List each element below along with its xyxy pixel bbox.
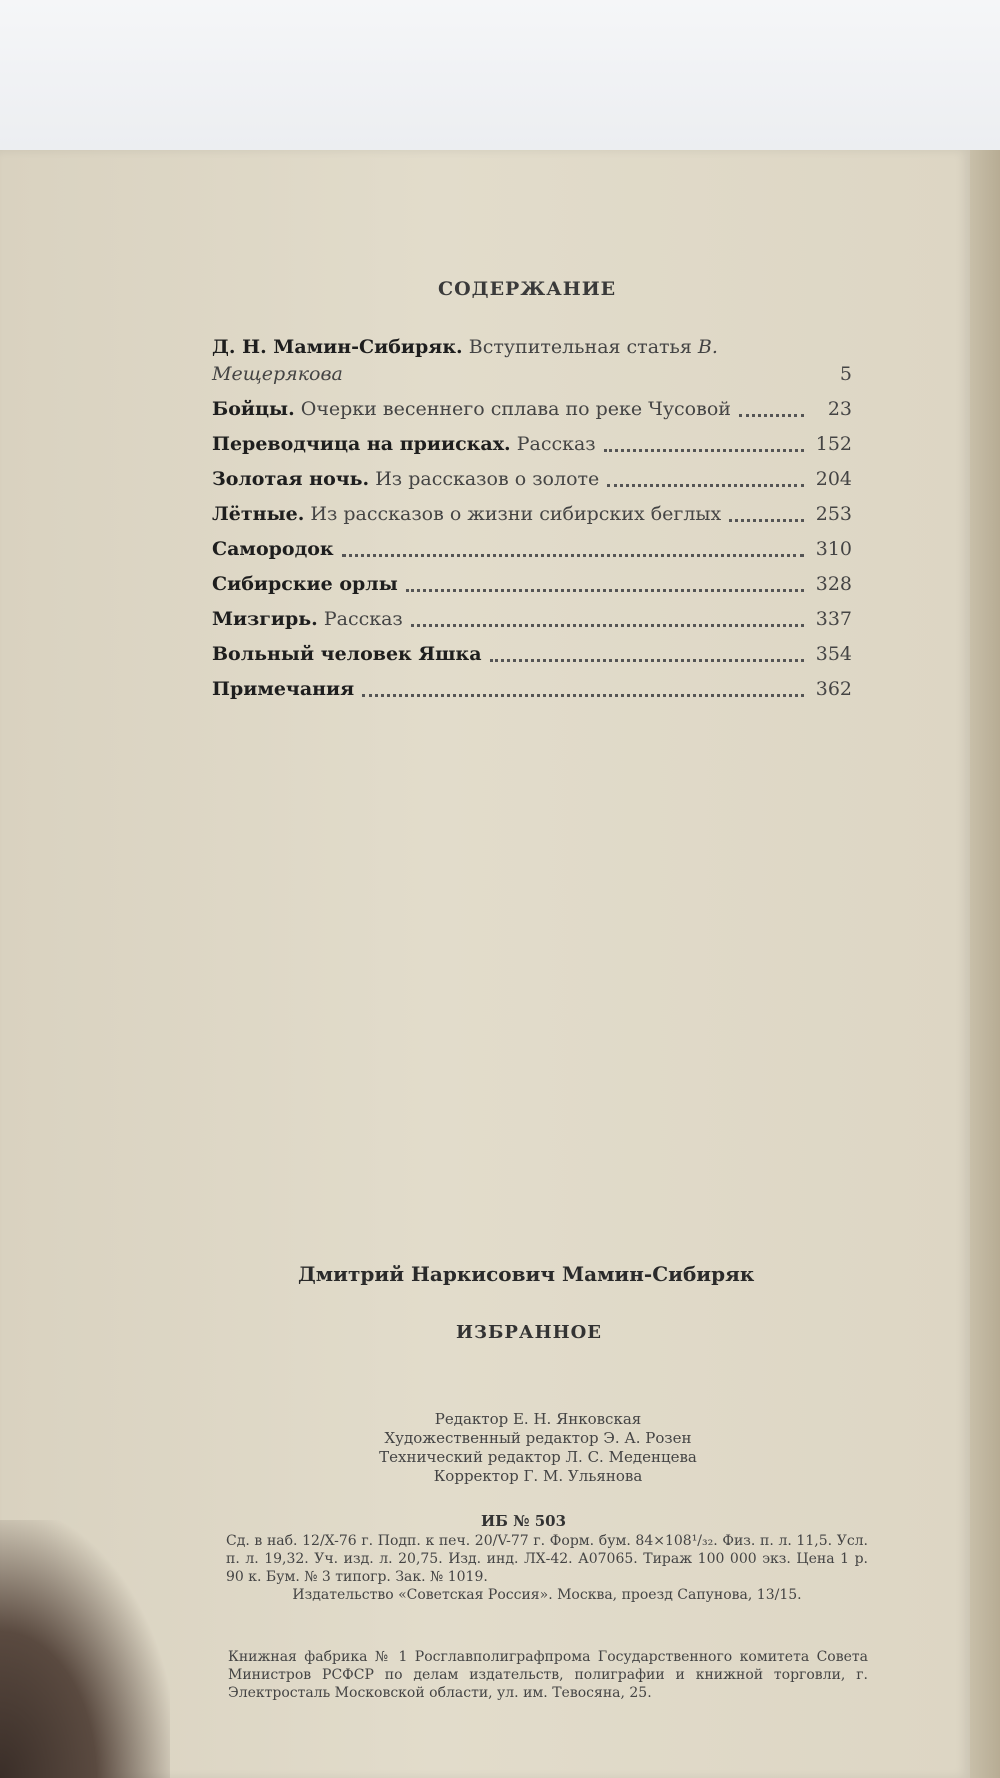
- toc-entry: [212, 606, 852, 633]
- toc-entry-title: Примечания: [212, 678, 355, 700]
- toc-entry-title: Золотая ночь.: [212, 468, 370, 490]
- toc-page-number: 23: [827, 398, 852, 420]
- imprint-block: [226, 1532, 868, 1604]
- toc-page-number: 354: [815, 643, 852, 665]
- toc-entry-subtitle: Из рассказов о жизни сибирских беглых: [310, 503, 722, 525]
- toc-page-number: 310: [815, 538, 852, 560]
- toc-entry: [212, 501, 852, 528]
- credit-line: Редактор Е. Н. Янковская: [434, 1410, 642, 1428]
- toc-entry-text: [212, 431, 596, 458]
- toc-entry-subtitle: Из рассказов о золоте: [375, 468, 600, 490]
- toc-entry: [212, 431, 852, 458]
- credit-line: Технический редактор Л. С. Меденцева: [379, 1448, 697, 1466]
- toc-entry: [212, 466, 852, 493]
- toc-entry-title: Самородок: [212, 538, 334, 560]
- toc-page-number: 328: [815, 573, 852, 595]
- dot-leader: [406, 588, 804, 592]
- dot-leader: [729, 518, 804, 522]
- toc-entry-text: [212, 501, 721, 528]
- toc-entry-title: Лётные.: [212, 503, 305, 525]
- toc-page-number: 204: [815, 468, 852, 490]
- toc-entry-subtitle: Рассказ: [516, 433, 596, 455]
- credits-block: [318, 1410, 758, 1486]
- dot-leader: [362, 693, 804, 697]
- toc-entry-subtitle: Рассказ: [323, 608, 403, 630]
- toc-entry-text: [212, 536, 334, 563]
- contents-heading: СОДЕРЖАНИЕ: [438, 278, 617, 300]
- toc-entry: [212, 676, 852, 703]
- toc-page-number: 253: [815, 503, 852, 525]
- toc-entry-text: [212, 676, 354, 703]
- toc-entry-title: Переводчица на приисках.: [212, 433, 511, 455]
- author-name: Дмитрий Наркисович Мамин-Сибиряк: [298, 1262, 755, 1286]
- toc-entry: [212, 571, 852, 598]
- dot-leader: [604, 448, 804, 452]
- publisher-info: Издательство «Советская Россия». Москва, проезд Сапунова, 13/15.: [292, 1587, 802, 1603]
- ib-number: ИБ № 503: [481, 1512, 567, 1530]
- toc-entry-subtitle: Очерки весеннего сплава по реке Чусовой: [300, 398, 731, 420]
- credit-line: Корректор Г. М. Ульянова: [433, 1467, 643, 1485]
- toc-entry-text: [212, 571, 398, 598]
- toc-entry: [212, 396, 852, 423]
- dot-leader: [490, 658, 804, 662]
- toc-page-number: 337: [815, 608, 852, 630]
- printer-info: Книжная фабрика № 1 Росглавполиграфпрома Государственного комитета Совета Министров РСФСР по делам издательств, полиграфии и книжной торговли, г. Электросталь Московской области, ул. им. Тевосяна, 25.: [228, 1649, 868, 1701]
- toc-entry-text: [212, 466, 599, 493]
- toc-entry-text: [212, 641, 482, 668]
- toc-entry-title: Д. Н. Мамин-Сибиряк.: [212, 336, 463, 358]
- toc-entry-text: [212, 606, 403, 633]
- credit-line: Художественный редактор Э. А. Розен: [384, 1429, 692, 1447]
- toc-entry: [212, 536, 852, 563]
- toc-entry: [212, 334, 852, 388]
- book-title: ИЗБРАННОЕ: [456, 1322, 602, 1343]
- dot-leader: [342, 553, 804, 557]
- toc-entry-text: [212, 396, 731, 423]
- imprint-details: Сд. в наб. 12/X-76 г. Подп. к печ. 20/V-77 г. Форм. бум. 84×108¹/₃₂. Физ. п. л. 11,5. Усл. п. л. 19,32. Уч. изд. л. 20,75. Изд. инд. ЛХ-42. А07065. Тираж 100 000 экз. Цена 1 р. 90 к. Бум. № 3 типогр. Зак. № 1019.: [226, 1533, 868, 1585]
- toc-entry-subtitle: Вступительная статья: [468, 336, 692, 358]
- toc-entry-title: Бойцы.: [212, 398, 295, 420]
- dot-leader: [607, 483, 804, 487]
- dot-leader: [411, 623, 804, 627]
- toc-page-number: 362: [815, 678, 852, 700]
- toc-page-number: 152: [815, 433, 852, 455]
- toc-page-number: 5: [839, 363, 852, 385]
- toc-entry-author: В. Мещерякова: [212, 336, 718, 385]
- toc-entry-text: [212, 334, 796, 388]
- toc-entry-title: Вольный человек Яшка: [212, 643, 482, 665]
- toc-entry-title: Сибирские орлы: [212, 573, 398, 595]
- dot-leader: [739, 413, 804, 417]
- page-edge: [970, 150, 1000, 1778]
- table-of-contents: [212, 334, 852, 711]
- shadow-overlay: [0, 1520, 170, 1778]
- toc-entry: [212, 641, 852, 668]
- toc-entry-title: Мизгирь.: [212, 608, 318, 630]
- background-surface: [0, 0, 1000, 150]
